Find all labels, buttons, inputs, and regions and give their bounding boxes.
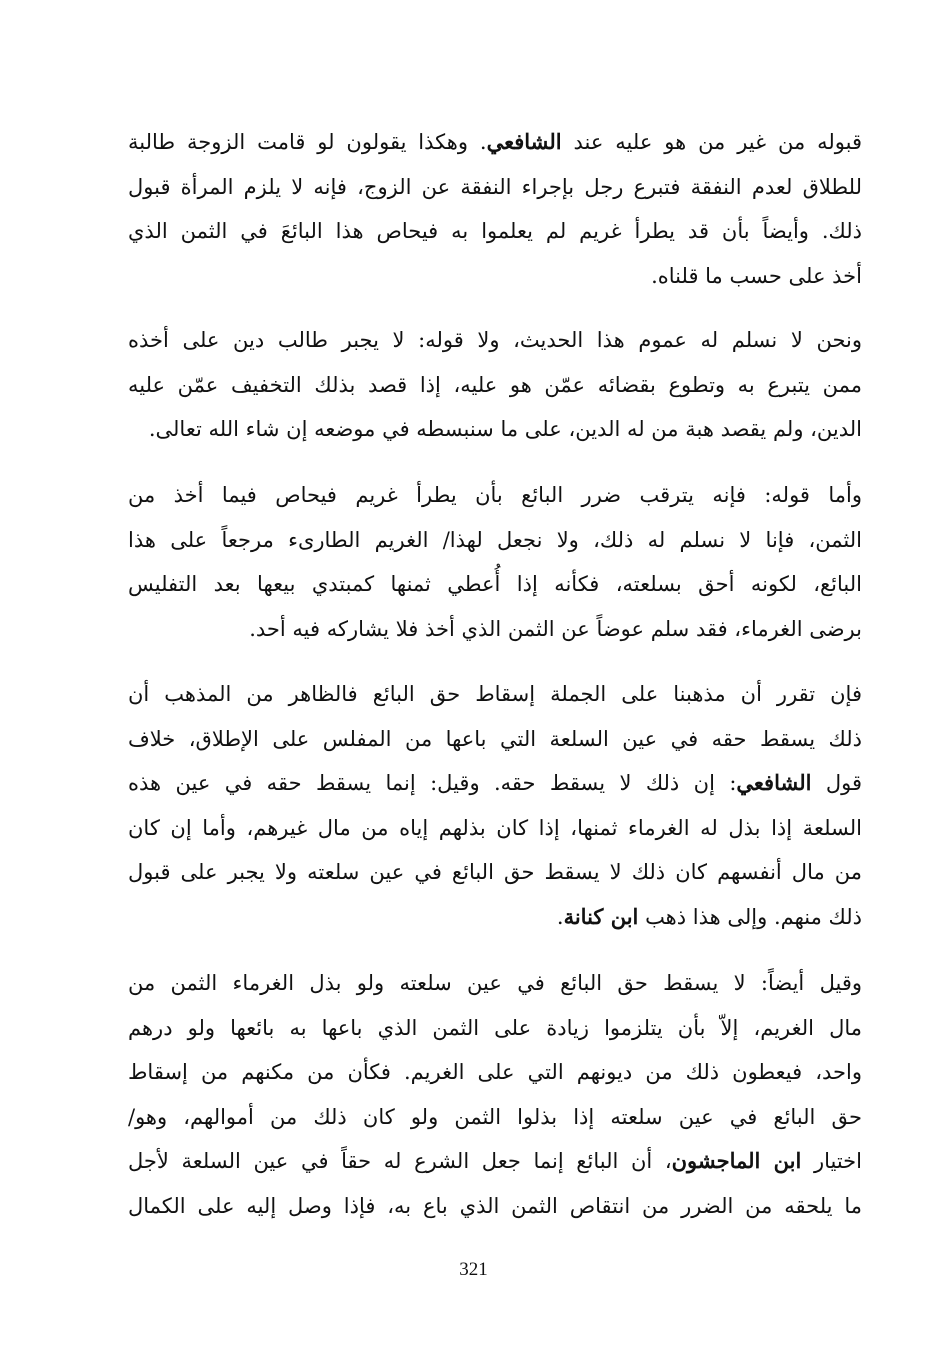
- text-line: [128, 607, 862, 652]
- text-segment: فإن تقرر أن مذهبنا على الجملة إسقاط حق البائع فالظاهر من المذهب أن: [128, 682, 862, 706]
- text-line: [128, 407, 862, 452]
- text-line: [128, 672, 862, 717]
- text-segment: ذلك يسقط حقه في عين السلعة التي باعها من المفلس على الإطلاق، خلاف: [128, 726, 862, 751]
- text-segment: ذلك منهم. وإلى هذا ذهب: [638, 904, 862, 929]
- text-line: [128, 961, 862, 1006]
- text-line: [128, 1184, 862, 1229]
- text-segment: البائع، لكونه أحق بسلعته، فكأنه إذا أُعطي ثمنها كمبتدي بيعها بعد التفليس: [128, 572, 862, 596]
- text-line: [128, 1006, 862, 1051]
- text-segment: اختيار: [801, 1149, 862, 1173]
- text-segment: . وهكذا يقولون لو قامت الزوجة طالبة: [128, 130, 487, 154]
- text-segment: قول: [811, 771, 862, 795]
- text-segment: وأما قوله: فإنه يترقب ضرر البائع بأن يطرأ غريم فيحاص فيما أخذ من: [128, 483, 862, 507]
- name-highlight: ابن كنانة: [563, 903, 639, 929]
- text-line: [128, 318, 862, 363]
- text-segment: الثمن، فإنا لا نسلم له ذلك، ولا نجعل لهذا/ الغريم الطارىء مرجعاً على هذا: [128, 527, 862, 552]
- text-segment: مال الغريم، إلاّ بأن يتلزموا زيادة على الثمن الذي باعها به بائعها ولو درهم: [128, 1015, 862, 1040]
- text-line: [128, 761, 862, 806]
- text-line: [128, 254, 862, 299]
- text-segment: .: [556, 904, 564, 929]
- text-line: [128, 895, 862, 940]
- text-segment: حق البائع في عين سلعته إذا بذلوا الثمن ولو كان ذلك من أموالهم، وهو/: [128, 1104, 862, 1129]
- text-segment: برضى الغرماء، فقد سلم عوضاً عن الثمن الذي أخذ فلا يشاركه فيه أحد.: [249, 616, 862, 641]
- name-highlight: الشافعي: [736, 770, 812, 795]
- text-line: [128, 363, 862, 408]
- text-segment: ما يلحقه من الضرر من انتقاص الثمن الذي باع به، فإذا وصل إليه على الكمال: [128, 1193, 862, 1218]
- text-segment: واحد، فيعطون ذلك من ديونهم التي على الغريم. فكأن من مكنهم من إسقاط: [128, 1060, 862, 1084]
- paragraph-2: [128, 318, 862, 452]
- text-line: [128, 518, 862, 563]
- text-segment: للطلاق لعدم النفقة فتبرع رجل بإجراء النفقة عن الزوج، فإنه لا يلزم المرأة قبول: [128, 174, 862, 199]
- text-line: [128, 850, 862, 895]
- paragraph-3: [128, 473, 862, 651]
- text-segment: الدين، ولم يقصد هبة من له الدين، على ما سنبسطه في موضعه إن شاء الله تعالى.: [148, 417, 862, 441]
- text-line: [128, 1050, 862, 1095]
- text-line: [128, 1095, 862, 1140]
- text-segment: ممن يتبرع به وتطوع بقضائه عمّن هو عليه، إذا قصد بذلك التخفيف عمّن عليه: [128, 372, 862, 397]
- text-segment: ، أن البائع إنما جعل الشرع له حقاً في عين السلعة لأجل: [128, 1149, 672, 1173]
- text-line: [128, 1139, 862, 1184]
- name-highlight: الشافعي: [486, 129, 562, 154]
- text-segment: ونحن لا نسلم له عموم هذا الحديث، ولا قوله: لا يجبر طالب دين على أخذه: [128, 328, 862, 352]
- text-segment: : إن ذلك لا يسقط حقه. وقيل: إنما يسقط حقه في عين هذه: [128, 771, 737, 795]
- text-line: [128, 806, 862, 851]
- page-number: 321: [459, 1259, 488, 1280]
- text-line: [128, 165, 862, 210]
- text-segment: أخذ على حسب ما قلناه.: [651, 263, 862, 288]
- paragraph-5: [128, 961, 862, 1228]
- text-segment: من مال أنفسهم كان ذلك لا يسقط حق البائع في عين سلعته ولا يجبر على قبول: [128, 860, 862, 884]
- text-segment: ذلك. وأيضاً بأن قد يطرأ غريم لم يعلموا به فيحاص هذا البائعَ في الثمن الذي: [128, 219, 862, 243]
- paragraph-4: [128, 672, 862, 939]
- text-line: [128, 717, 862, 762]
- text-line: [128, 473, 862, 518]
- text-segment: قبوله من غير من هو عليه عند: [561, 130, 862, 154]
- name-highlight: ابن الماجشون: [671, 1148, 802, 1173]
- paragraph-1: [128, 120, 862, 298]
- text-line: [128, 209, 862, 254]
- text-segment: وقيل أيضاً: لا يسقط حق البائع في عين سلعته ولو بذل الغرماء الثمن من: [128, 971, 862, 995]
- text-line: [128, 120, 862, 165]
- text-segment: السلعة إذا بذل له الغرماء ثمنها، إذا كان بذلهم إياه من مال غيرهم، وأما إن كان: [128, 815, 862, 840]
- text-line: [128, 562, 862, 607]
